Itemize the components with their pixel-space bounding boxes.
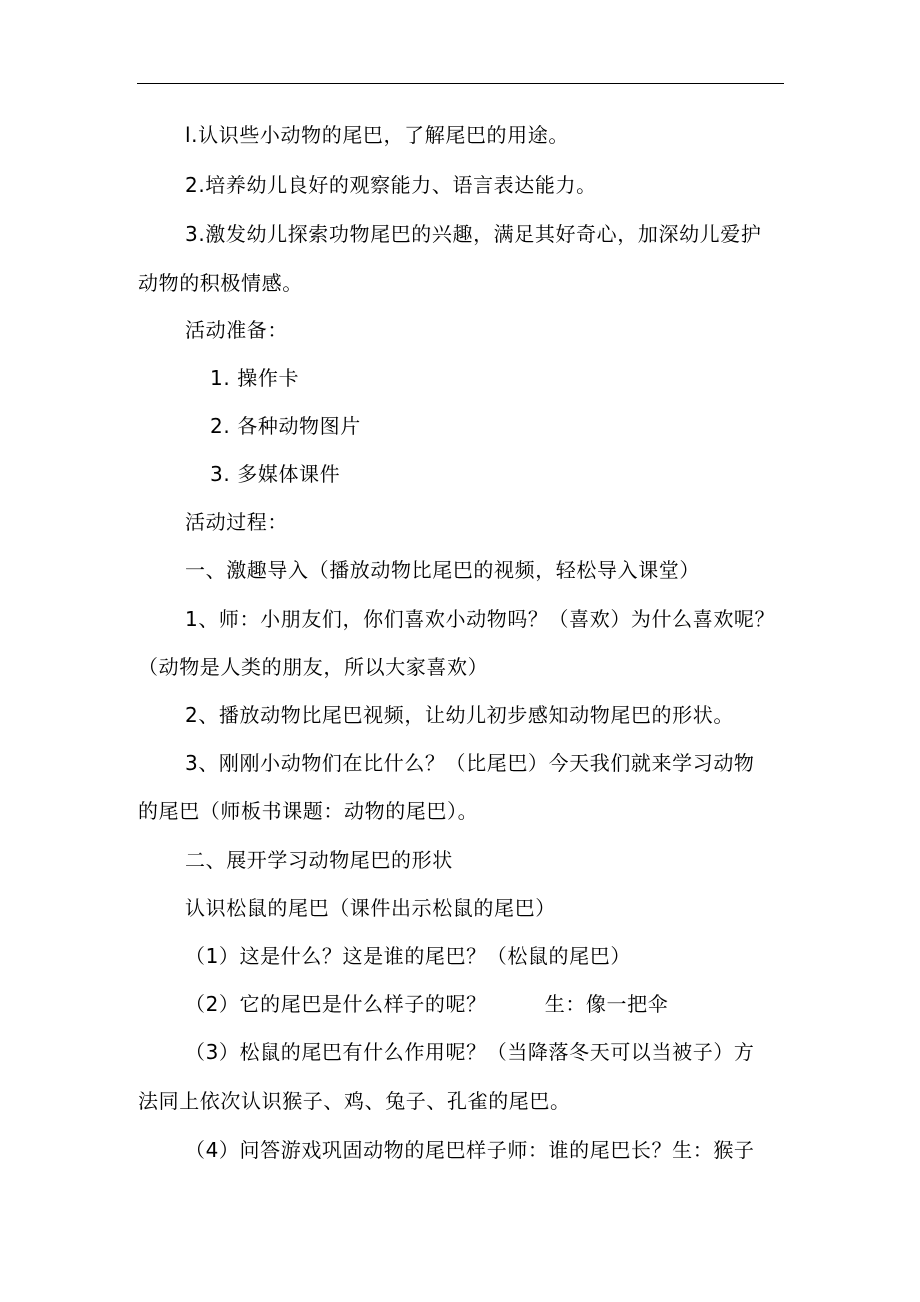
step-3-line-1: 3、刚刚小动物们在比什么？（比尾巴）今天我们就来学习动物 [185, 751, 755, 775]
squirrel-title: 认识松鼠的尾巴（课件出示松鼠的尾巴） [185, 896, 556, 920]
question-2-answer: 生：像一把伞 [544, 992, 669, 1016]
process-heading: 活动过程： [185, 510, 288, 534]
question-1: （1）这是什么？这是谁的尾巴？（松鼠的尾巴） [185, 944, 631, 968]
goal-item-3-line-1: 3.激发幼儿探索功物尾巴的兴趣，满足其好奇心，加深幼儿爱护 [185, 222, 762, 246]
question-3-line-1: （3）松鼠的尾巴有什么作用呢？（当降落冬天可以当被子）方 [185, 1040, 755, 1064]
section-2-title: 二、展开学习动物尾巴的形状 [185, 848, 453, 872]
preparation-heading: 活动准备： [185, 318, 288, 342]
step-2: 2、播放动物比尾巴视频，让幼儿初步感知动物尾巴的形状。 [185, 703, 734, 727]
question-2 [185, 992, 668, 1016]
question-3-line-2: 法同上依次认识猴子、鸡、兔子、孔雀的尾巴。 [138, 1089, 571, 1113]
goal-item-3-line-2: 动物的积极情感。 [138, 271, 303, 295]
preparation-item-1: 1. 操作卡 [210, 366, 300, 390]
question-4: （4）问答游戏巩固动物的尾巴样子师：谁的尾巴长？生：猴子 [185, 1138, 755, 1162]
goal-item-1: l.认识些小动物的尾巴，了解尾巴的用途。 [185, 123, 569, 147]
preparation-item-3: 3. 多媒体课件 [210, 462, 341, 486]
goal-item-2: 2.培养幼儿良好的观察能力、语言表达能力。 [185, 173, 597, 197]
step-1-line-1: 1、师：小朋友们，你们喜欢小动物吗？（喜欢）为什么喜欢呢？ [185, 607, 776, 631]
step-3-line-2: 的尾巴（师板书课题：动物的尾巴）。 [138, 799, 479, 823]
preparation-item-2: 2. 各种动物图片 [210, 414, 361, 438]
section-1-title: 一、激趣导入（播放动物比尾巴的视频，轻松导入课堂） [185, 558, 700, 582]
question-2-text: （2）它的尾巴是什么样子的呢？ [185, 992, 487, 1016]
step-1-line-2: （动物是人类的朋友，所以大家喜欢） [138, 655, 489, 679]
header-rule [137, 83, 784, 84]
